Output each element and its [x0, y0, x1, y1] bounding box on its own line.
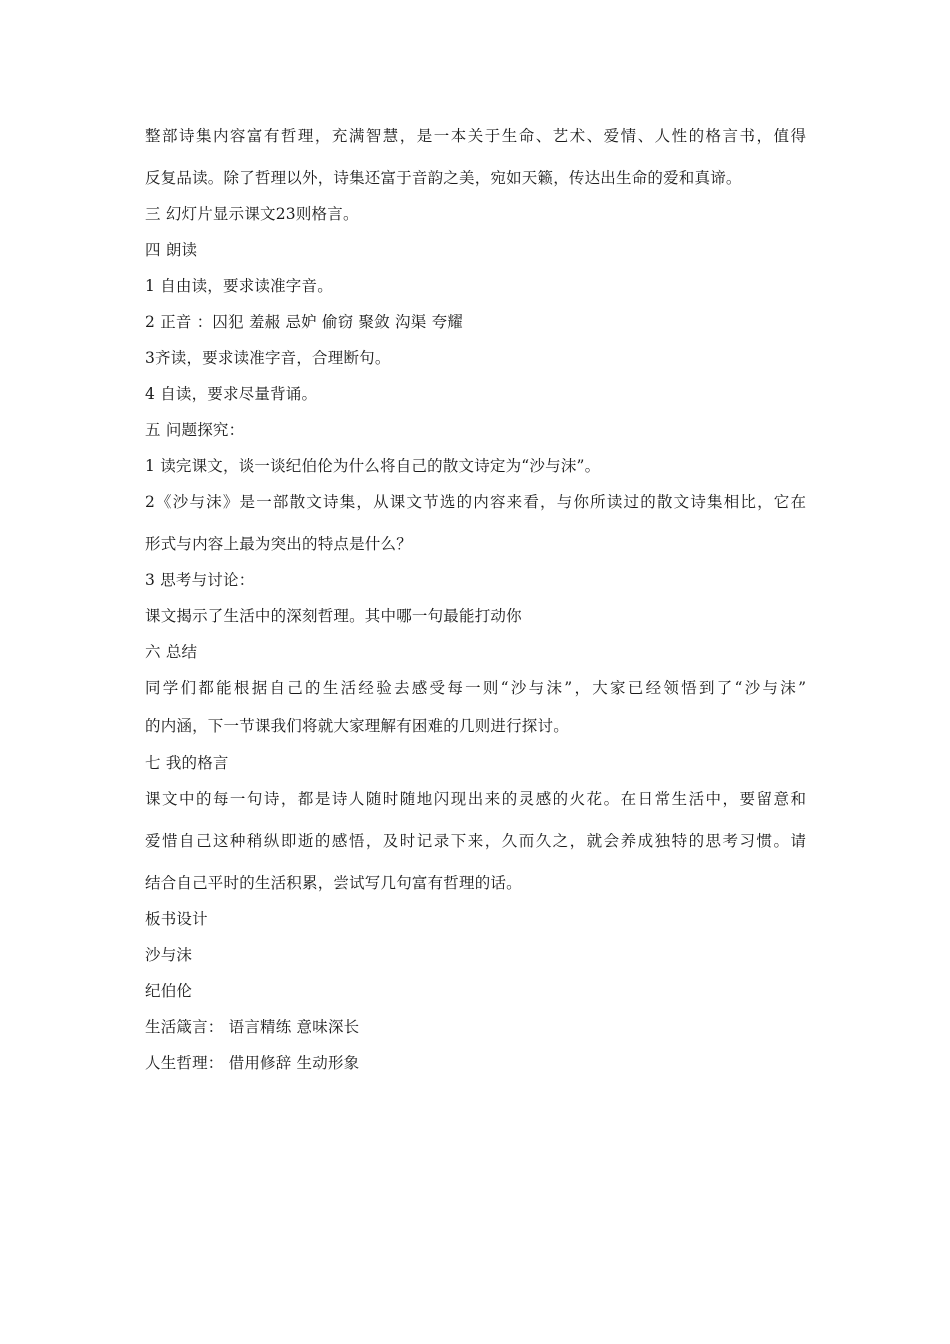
board-item-1: 生活箴言： 语言精练 意味深长 — [145, 1018, 360, 1036]
section-heading-5: 五 问题探究： — [145, 421, 245, 439]
board-author: 纪伯伦 — [145, 982, 193, 1000]
list-item-5-2-cont: 形式与内容上最为突出的特点是什么？ — [145, 535, 412, 553]
list-item-5-2: 2《沙与沫》是一部散文诗集，从课文节选的内容来看，与你所读过的散文诗集相比，它在 — [145, 493, 806, 511]
maxim-line-3: 结合自己平时的生活积累，尝试写几句富有哲理的话。 — [145, 874, 522, 892]
summary-line-1: 同学们都能根据自己的生活经验去感受每一则“沙与沫”，大家已经领悟到了“沙与沫” — [145, 679, 806, 697]
list-item-4-1: 1 自由读，要求读准字音。 — [145, 277, 333, 295]
list-item-4-2: 2 正音 ：囚犯 羞赧 忌妒 偷窃 聚敛 沟渠 夸耀 — [145, 313, 463, 331]
list-item-4-3: 3齐读，要求读准字音，合理断句。 — [145, 349, 391, 367]
board-item-2: 人生哲理： 借用修辞 生动形象 — [145, 1054, 360, 1072]
paragraph-line-1: 整部诗集内容富有哲理，充满智慧，是一本关于生命、艺术、爱情、人性的格言书，值得 — [145, 127, 806, 145]
board-title: 沙与沫 — [145, 946, 193, 964]
list-item-5-1: 1 读完课文，谈一谈纪伯伦为什么将自己的散文诗定为“沙与沫”。 — [145, 457, 601, 475]
list-item-5-3: 3 思考与讨论： — [145, 571, 255, 589]
section-heading-7: 七 我的格言 — [145, 754, 229, 772]
list-item-4-4: 4 自读，要求尽量背诵。 — [145, 385, 318, 403]
section-heading-3: 三 幻灯片显示课文23则格言。 — [145, 205, 359, 223]
maxim-line-2: 爱惜自己这种稍纵即逝的感悟，及时记录下来，久而久之，就会养成独特的思考习惯。请 — [145, 832, 806, 850]
summary-line-2: 的内涵，下一节课我们将就大家理解有困难的几则进行探讨。 — [145, 717, 569, 735]
board-design-heading: 板书设计 — [145, 910, 208, 928]
section-heading-4: 四 朗读 — [145, 241, 198, 259]
paragraph-line-2: 反复品读。除了哲理以外，诗集还富于音韵之美，宛如天籁，传达出生命的爱和真谛。 — [145, 169, 742, 187]
section-heading-6: 六 总结 — [145, 643, 198, 661]
maxim-line-1: 课文中的每一句诗，都是诗人随时随地闪现出来的灵感的火花。在日常生活中，要留意和 — [145, 790, 806, 808]
discussion-text: 课文揭示了生活中的深刻哲理。其中哪一句最能打动你 — [145, 607, 522, 625]
